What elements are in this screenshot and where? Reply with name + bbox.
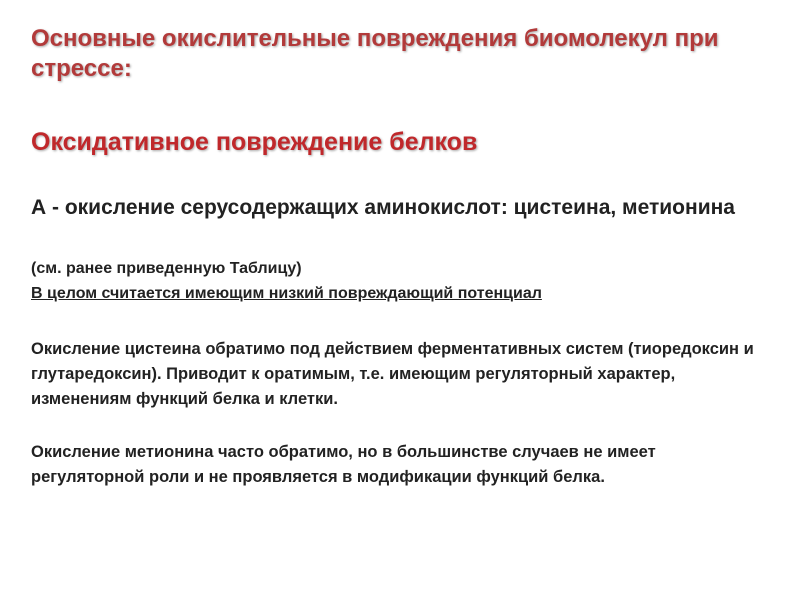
item-a-note: В целом считается имеющим низкий повреждающий потенциал — [31, 285, 542, 302]
item-a-reference: (см. ранее приведенную Таблицу) — [31, 260, 302, 277]
slide-title: Основные окислительные повреждения биомолекул при стрессе: — [31, 25, 719, 82]
paragraph-cysteine: Окисление цистеина обратимо под действием ферментативных систем (тиоредоксин и глутаредоксин). Приводит к оратимым, т.е. имеющим регуляторный характер, изменениям функций белка и клетки. — [31, 340, 754, 408]
section-subtitle: Оксидативное повреждение белков — [31, 128, 478, 156]
item-a-heading: А - окисление серусодержащих аминокислот: цистеина, метионина — [31, 196, 735, 219]
paragraph-methionine: Окисление метионина часто обратимо, но в большинстве случаев не имеет регуляторной роли и не проявляется в модификации функций белка. — [31, 443, 656, 486]
